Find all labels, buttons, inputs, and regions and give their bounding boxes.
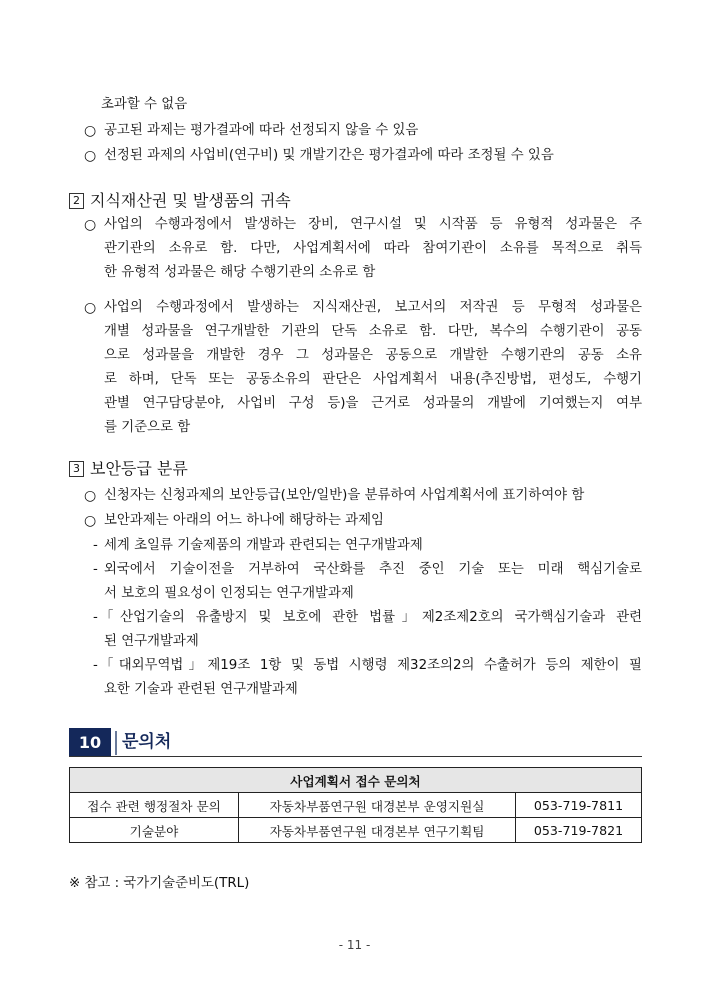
- table-cell: 053-719-7821: [516, 818, 642, 843]
- contact-table: [69, 767, 642, 843]
- sec3-item-1: 신청자는 신청과제의 보안등급(보안/일반)을 분류하여 사업계획서에 표기하여야 함: [104, 488, 585, 503]
- text-line: 「대외무역법」제19조 1항 및 동법 시행령 제32조의2의 수출허가 등의 제한이 필: [100, 658, 642, 673]
- text-line: 사업의 수행과정에서 발생하는 지식재산권, 보고서의 저작권 등 무형적 성과물은: [104, 300, 642, 315]
- dash-mark: -: [93, 658, 98, 673]
- text-line: 개별 성과물을 연구개발한 기관의 단독 소유로 함. 다만, 복수의 수행기관이 공동: [104, 324, 642, 339]
- table-cell: 053-719-7811: [516, 793, 642, 818]
- table-cell: 자동차부품연구원 대경본부 연구기획팀: [239, 818, 516, 843]
- section-3-number: 3: [69, 461, 84, 477]
- sec2-paragraph-2: [104, 298, 642, 438]
- table-header-row: [70, 768, 642, 793]
- bullet-circle-icon: ○: [84, 513, 97, 529]
- text-line: 요한 기술과 관련된 연구개발과제: [104, 682, 298, 697]
- section-2-number: 2: [69, 193, 84, 209]
- intro-item-1: 공고된 과제는 평가결과에 따라 선정되지 않을 수 있음: [104, 123, 419, 138]
- bullet-circle-icon: ○: [84, 148, 97, 164]
- table-cell: 자동차부품연구원 대경본부 운영지원실: [239, 793, 516, 818]
- text-line: 외국에서 기술이전을 거부하여 국산화를 추진 중인 기술 또는 미래 핵심기술로: [104, 562, 642, 577]
- sec2-paragraph-1: [104, 215, 642, 283]
- table-row: [70, 793, 642, 818]
- section-10-divider: [115, 731, 117, 755]
- sec3-item-2: 보안과제는 아래의 어느 하나에 해당하는 과제임: [104, 513, 384, 528]
- sec3-sub-1: 세계 초일류 기술제품의 개발과 관련되는 연구개발과제: [104, 538, 423, 553]
- section-10-number: 10: [69, 728, 111, 757]
- section-2-title: 지식재산권 및 발생품의 귀속: [90, 191, 291, 210]
- text-line: 관별 연구담당분야, 사업비 구성 등)을 근거로 성과물의 개발에 기여했는지 여부: [104, 396, 642, 411]
- section-10-rule: [69, 756, 642, 757]
- sec3-sub-4: [100, 656, 642, 700]
- intro-item-2: 선정된 과제의 사업비(연구비) 및 개발기간은 평가결과에 따라 조정될 수 있음: [104, 148, 554, 163]
- text-line: 관기관의 소유로 함. 다만, 사업계획서에 따라 참여기관이 소유를 목적으로 취득: [104, 241, 642, 256]
- text-line: 를 기준으로 함: [104, 420, 191, 435]
- text-line: 으로 성과물을 개발한 경우 그 성과물은 공동으로 개발한 수행기관의 공동 소유: [104, 348, 642, 363]
- dash-mark: -: [93, 610, 98, 625]
- bullet-circle-icon: ○: [84, 123, 97, 139]
- bullet-circle-icon: ○: [84, 488, 97, 504]
- section-3-heading: [69, 458, 188, 480]
- text-line: 한 유형적 성과물은 해당 수행기관의 소유로 함: [104, 265, 376, 280]
- bullet-circle-icon: ○: [84, 217, 97, 233]
- intro-continuation: 초과할 수 없음: [101, 97, 188, 112]
- text-line: 「산업기술의 유출방지 및 보호에 관한 법률」제2조제2호의 국가핵심기술과 관련: [100, 610, 642, 625]
- reference-note: ※ 참고 : 국가기술준비도(TRL): [69, 876, 250, 891]
- sec3-sub-2: [104, 560, 642, 604]
- table-cell: 접수 관련 행정절차 문의: [70, 793, 239, 818]
- bullet-circle-icon: ○: [84, 300, 97, 316]
- text-line: 서 보호의 필요성이 인정되는 연구개발과제: [104, 586, 354, 601]
- section-3-title: 보안등급 분류: [90, 459, 188, 478]
- table-header: 사업계획서 접수 문의처: [70, 768, 642, 793]
- section-10-title: 문의처: [122, 732, 172, 752]
- text-line: 된 연구개발과제: [104, 634, 199, 649]
- dash-mark: -: [93, 562, 98, 577]
- table-row: [70, 818, 642, 843]
- table-cell: 기술분야: [70, 818, 239, 843]
- text-line: 사업의 수행과정에서 발생하는 장비, 연구시설 및 시작품 등 유형적 성과물은 주: [104, 217, 642, 232]
- section-2-heading: [69, 190, 291, 212]
- sec3-sub-3: [100, 608, 642, 652]
- text-line: 로 하며, 단독 또는 공동소유의 판단은 사업계획서 내용(추진방법, 편성도, 수행기: [104, 372, 642, 387]
- dash-mark: -: [93, 538, 98, 553]
- page-number: - 11 -: [338, 938, 371, 952]
